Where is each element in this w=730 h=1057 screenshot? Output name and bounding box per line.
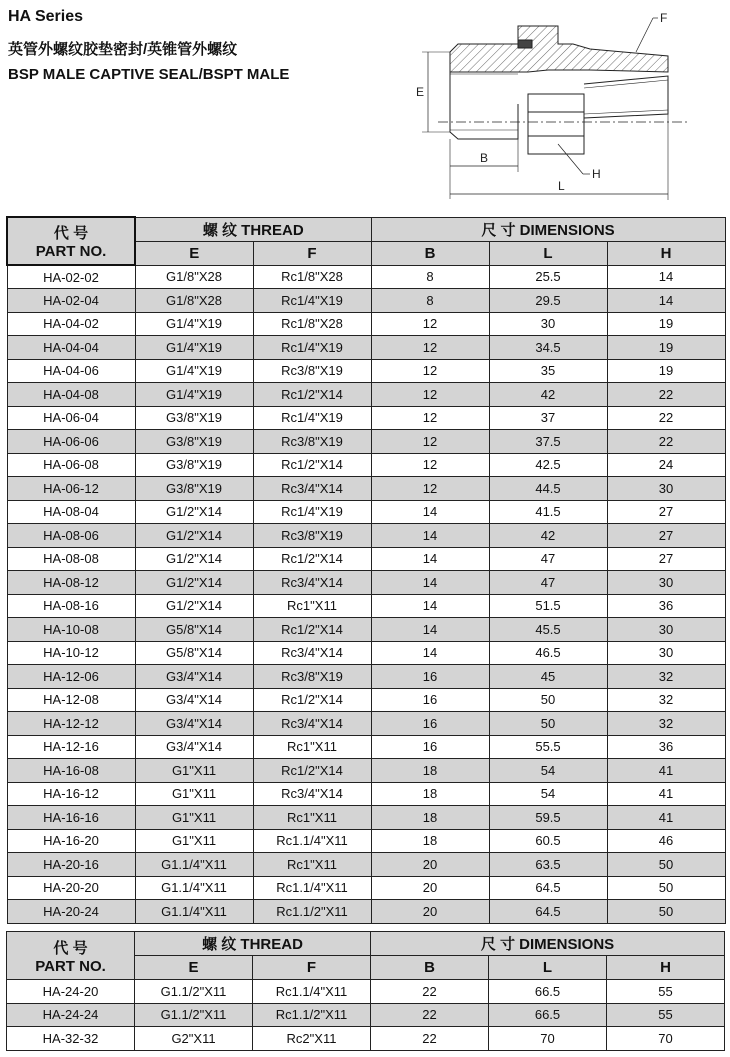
cell-b: 16 (371, 665, 489, 689)
cell-b: 14 (371, 571, 489, 595)
cell-f: Rc3/4"X14 (253, 641, 371, 665)
cell-e: G1/4"X19 (135, 359, 253, 383)
cell-e: G1/8"X28 (135, 265, 253, 289)
table-row (7, 876, 725, 900)
cell-h: 32 (607, 688, 725, 712)
drawing-label-h: H (592, 167, 601, 181)
cell-h: 41 (607, 806, 725, 830)
table-row (7, 289, 725, 313)
cell-h: 19 (607, 312, 725, 336)
cell-l: 42.5 (489, 453, 607, 477)
cell-part-no: HA-06-06 (7, 430, 135, 454)
col-group-dimensions: 尺 寸 DIMENSIONS (371, 932, 725, 956)
col-b: B (371, 956, 489, 980)
cell-h: 55 (607, 1003, 725, 1027)
table-row (7, 524, 725, 548)
col-group-thread: 螺 纹 THREAD (135, 217, 371, 241)
cell-part-no: HA-02-02 (7, 265, 135, 289)
cell-l: 25.5 (489, 265, 607, 289)
cell-b: 22 (371, 1027, 489, 1051)
cell-f: Rc1.1/2"X11 (253, 1003, 371, 1027)
cell-b: 14 (371, 524, 489, 548)
cell-part-no: HA-10-12 (7, 641, 135, 665)
cell-l: 50 (489, 688, 607, 712)
cell-h: 24 (607, 453, 725, 477)
cell-b: 14 (371, 618, 489, 642)
drawing-label-f: F (660, 11, 668, 25)
col-h: H (607, 956, 725, 980)
cell-e: G1/2"X14 (135, 594, 253, 618)
cell-h: 50 (607, 853, 725, 877)
cell-f: Rc3/4"X14 (253, 712, 371, 736)
cell-l: 41.5 (489, 500, 607, 524)
cell-e: G1"X11 (135, 806, 253, 830)
cell-f: Rc1.1/4"X11 (253, 829, 371, 853)
cell-h: 19 (607, 336, 725, 360)
cell-part-no: HA-20-20 (7, 876, 135, 900)
cell-b: 12 (371, 453, 489, 477)
cell-h: 36 (607, 735, 725, 759)
cell-e: G1.1/4"X11 (135, 900, 253, 924)
cell-h: 50 (607, 900, 725, 924)
table-row (7, 980, 725, 1004)
table-row (7, 688, 725, 712)
cell-l: 46.5 (489, 641, 607, 665)
col-part-number (7, 217, 135, 265)
cell-b: 20 (371, 876, 489, 900)
cell-b: 8 (371, 265, 489, 289)
col-group-thread: 螺 纹 THREAD (135, 932, 371, 956)
cell-l: 45.5 (489, 618, 607, 642)
cell-f: Rc3/8"X19 (253, 665, 371, 689)
table-row (7, 500, 725, 524)
table-row (7, 618, 725, 642)
col-e: E (135, 241, 253, 265)
cell-part-no: HA-12-08 (7, 688, 135, 712)
english-title: BSP MALE CAPTIVE SEAL/BSPT MALE (8, 66, 290, 83)
cell-l: 35 (489, 359, 607, 383)
col-part-cn: 代 号 (53, 939, 88, 957)
cell-e: G1.1/4"X11 (135, 853, 253, 877)
table-row (7, 806, 725, 830)
cell-b: 12 (371, 359, 489, 383)
cell-e: G1/4"X19 (135, 312, 253, 336)
cell-part-no: HA-04-02 (7, 312, 135, 336)
cell-part-no: HA-12-16 (7, 735, 135, 759)
cell-l: 70 (489, 1027, 607, 1051)
table-row (7, 782, 725, 806)
drawing-label-l: L (558, 179, 565, 193)
cell-f: Rc1"X11 (253, 735, 371, 759)
cell-e: G1.1/4"X11 (135, 876, 253, 900)
table-row (7, 453, 725, 477)
cell-f: Rc1/4"X19 (253, 336, 371, 360)
cell-part-no: HA-08-06 (7, 524, 135, 548)
table-row (7, 1027, 725, 1051)
cell-f: Rc1.1/4"X11 (253, 980, 371, 1004)
cell-h: 30 (607, 641, 725, 665)
cell-part-no: HA-06-12 (7, 477, 135, 501)
cell-b: 20 (371, 853, 489, 877)
drawing-label-e: E (416, 85, 425, 99)
cell-l: 54 (489, 782, 607, 806)
cell-f: Rc1"X11 (253, 806, 371, 830)
cell-h: 41 (607, 759, 725, 783)
cell-e: G3/8"X19 (135, 430, 253, 454)
cell-h: 32 (607, 712, 725, 736)
cell-b: 16 (371, 712, 489, 736)
col-group-dimensions: 尺 寸 DIMENSIONS (371, 217, 725, 241)
col-part-en: PART NO. (35, 243, 107, 260)
cell-b: 14 (371, 547, 489, 571)
cell-l: 59.5 (489, 806, 607, 830)
cell-part-no: HA-04-08 (7, 383, 135, 407)
col-part-number (7, 932, 135, 980)
cell-b: 12 (371, 430, 489, 454)
cell-b: 12 (371, 336, 489, 360)
cell-f: Rc1/4"X19 (253, 406, 371, 430)
col-l: L (489, 956, 607, 980)
cell-e: G1/4"X19 (135, 383, 253, 407)
col-f: F (253, 956, 371, 980)
cell-e: G1"X11 (135, 829, 253, 853)
cell-f: Rc2"X11 (253, 1027, 371, 1051)
cell-e: G3/8"X19 (135, 453, 253, 477)
cell-l: 55.5 (489, 735, 607, 759)
cell-part-no: HA-08-08 (7, 547, 135, 571)
cell-e: G1/2"X14 (135, 524, 253, 548)
table-row (7, 735, 725, 759)
table-row (7, 477, 725, 501)
cell-f: Rc1.1/4"X11 (253, 876, 371, 900)
cell-h: 70 (607, 1027, 725, 1051)
cell-f: Rc3/8"X19 (253, 359, 371, 383)
dimensions-table (6, 216, 726, 924)
cell-l: 47 (489, 571, 607, 595)
cell-h: 46 (607, 829, 725, 853)
cell-h: 22 (607, 383, 725, 407)
cell-f: Rc3/4"X14 (253, 571, 371, 595)
cell-b: 22 (371, 980, 489, 1004)
cell-f: Rc3/8"X19 (253, 524, 371, 548)
cell-part-no: HA-16-12 (7, 782, 135, 806)
table-row (7, 359, 725, 383)
cell-part-no: HA-20-16 (7, 853, 135, 877)
cell-e: G1.1/2"X11 (135, 1003, 253, 1027)
cell-l: 50 (489, 712, 607, 736)
cell-b: 12 (371, 406, 489, 430)
cell-h: 27 (607, 547, 725, 571)
cell-b: 18 (371, 782, 489, 806)
col-part-cn: 代 号 (53, 225, 89, 242)
table-row (7, 430, 725, 454)
cell-b: 14 (371, 594, 489, 618)
cell-part-no: HA-20-24 (7, 900, 135, 924)
cell-part-no: HA-06-04 (7, 406, 135, 430)
fitting-technical-drawing (408, 4, 708, 204)
cell-e: G3/8"X19 (135, 406, 253, 430)
table-row (7, 571, 725, 595)
cell-f: Rc1/2"X14 (253, 688, 371, 712)
table-row (7, 383, 725, 407)
cell-f: Rc1/8"X28 (253, 312, 371, 336)
cell-e: G1"X11 (135, 782, 253, 806)
cell-e: G3/8"X19 (135, 477, 253, 501)
cell-f: Rc1"X11 (253, 853, 371, 877)
cell-part-no: HA-10-08 (7, 618, 135, 642)
dimensions-table-continued (6, 931, 725, 1051)
cell-part-no: HA-16-16 (7, 806, 135, 830)
cell-h: 30 (607, 477, 725, 501)
cell-f: Rc1/4"X19 (253, 289, 371, 313)
cell-f: Rc1"X11 (253, 594, 371, 618)
cell-f: Rc1/4"X19 (253, 500, 371, 524)
cell-part-no: HA-32-32 (7, 1027, 135, 1051)
cell-part-no: HA-24-20 (7, 980, 135, 1004)
cell-l: 44.5 (489, 477, 607, 501)
cell-e: G1/4"X19 (135, 336, 253, 360)
chinese-title: 英管外螺纹胶垫密封/英锥管外螺纹 (8, 41, 238, 58)
cell-e: G2"X11 (135, 1027, 253, 1051)
cell-b: 20 (371, 900, 489, 924)
cell-part-no: HA-24-24 (7, 1003, 135, 1027)
cell-h: 14 (607, 289, 725, 313)
cell-l: 47 (489, 547, 607, 571)
cell-l: 30 (489, 312, 607, 336)
cell-f: Rc3/4"X14 (253, 477, 371, 501)
cell-l: 51.5 (489, 594, 607, 618)
cell-h: 32 (607, 665, 725, 689)
cell-h: 22 (607, 406, 725, 430)
cell-l: 66.5 (489, 980, 607, 1004)
cell-e: G5/8"X14 (135, 618, 253, 642)
cell-part-no: HA-08-12 (7, 571, 135, 595)
table-row (7, 853, 725, 877)
col-f: F (253, 241, 371, 265)
cell-l: 29.5 (489, 289, 607, 313)
cell-l: 54 (489, 759, 607, 783)
cell-f: Rc3/4"X14 (253, 782, 371, 806)
cell-f: Rc1.1/2"X11 (253, 900, 371, 924)
cell-part-no: HA-04-04 (7, 336, 135, 360)
cell-part-no: HA-08-04 (7, 500, 135, 524)
cell-l: 60.5 (489, 829, 607, 853)
table-row (7, 594, 725, 618)
cell-h: 41 (607, 782, 725, 806)
cell-b: 18 (371, 829, 489, 853)
table-row (7, 900, 725, 924)
cell-part-no: HA-08-16 (7, 594, 135, 618)
cell-part-no: HA-16-20 (7, 829, 135, 853)
cell-f: Rc1/2"X14 (253, 383, 371, 407)
cell-l: 42 (489, 383, 607, 407)
cell-f: Rc1/2"X14 (253, 618, 371, 642)
cell-f: Rc1/2"X14 (253, 759, 371, 783)
cell-part-no: HA-02-04 (7, 289, 135, 313)
cell-part-no: HA-12-06 (7, 665, 135, 689)
cell-h: 27 (607, 524, 725, 548)
cell-e: G1/2"X14 (135, 547, 253, 571)
cell-b: 12 (371, 477, 489, 501)
cell-f: Rc1/2"X14 (253, 547, 371, 571)
table-row (7, 312, 725, 336)
cell-l: 66.5 (489, 1003, 607, 1027)
col-l: L (489, 241, 607, 265)
cell-h: 30 (607, 571, 725, 595)
cell-h: 50 (607, 876, 725, 900)
table-row (7, 547, 725, 571)
cell-h: 36 (607, 594, 725, 618)
table-row (7, 336, 725, 360)
table-row (7, 406, 725, 430)
cell-e: G1/2"X14 (135, 571, 253, 595)
cell-b: 14 (371, 500, 489, 524)
series-title: HA Series (8, 8, 83, 25)
cell-b: 12 (371, 312, 489, 336)
table-row (7, 1003, 725, 1027)
cell-h: 22 (607, 430, 725, 454)
cell-e: G3/4"X14 (135, 712, 253, 736)
cell-l: 63.5 (489, 853, 607, 877)
table-row (7, 641, 725, 665)
cell-h: 14 (607, 265, 725, 289)
cell-b: 18 (371, 806, 489, 830)
cell-l: 42 (489, 524, 607, 548)
cell-l: 64.5 (489, 876, 607, 900)
cell-l: 34.5 (489, 336, 607, 360)
cell-l: 37 (489, 406, 607, 430)
cell-h: 19 (607, 359, 725, 383)
col-h: H (607, 241, 725, 265)
table-row (7, 665, 725, 689)
cell-part-no: HA-06-08 (7, 453, 135, 477)
cell-e: G3/4"X14 (135, 688, 253, 712)
cell-h: 27 (607, 500, 725, 524)
cell-b: 16 (371, 735, 489, 759)
table-row (7, 712, 725, 736)
cell-b: 16 (371, 688, 489, 712)
cell-h: 30 (607, 618, 725, 642)
col-b: B (371, 241, 489, 265)
cell-e: G5/8"X14 (135, 641, 253, 665)
cell-b: 18 (371, 759, 489, 783)
drawing-label-b: B (480, 151, 489, 165)
cell-h: 55 (607, 980, 725, 1004)
col-part-en: PART NO. (35, 957, 106, 975)
cell-b: 14 (371, 641, 489, 665)
cell-l: 37.5 (489, 430, 607, 454)
table-row (7, 829, 725, 853)
cell-f: Rc3/8"X19 (253, 430, 371, 454)
col-e: E (135, 956, 253, 980)
cell-e: G1/2"X14 (135, 500, 253, 524)
table-body (7, 980, 725, 1051)
cell-e: G1"X11 (135, 759, 253, 783)
cell-b: 12 (371, 383, 489, 407)
cell-e: G1.1/2"X11 (135, 980, 253, 1004)
cell-l: 64.5 (489, 900, 607, 924)
cell-part-no: HA-04-06 (7, 359, 135, 383)
cell-e: G3/4"X14 (135, 735, 253, 759)
cell-f: Rc1/2"X14 (253, 453, 371, 477)
cell-part-no: HA-16-08 (7, 759, 135, 783)
cell-l: 45 (489, 665, 607, 689)
cell-b: 8 (371, 289, 489, 313)
cell-f: Rc1/8"X28 (253, 265, 371, 289)
cell-e: G3/4"X14 (135, 665, 253, 689)
table-row (7, 759, 725, 783)
cell-b: 22 (371, 1003, 489, 1027)
cell-part-no: HA-12-12 (7, 712, 135, 736)
table-row (7, 265, 725, 289)
cell-e: G1/8"X28 (135, 289, 253, 313)
table-body (7, 265, 725, 923)
